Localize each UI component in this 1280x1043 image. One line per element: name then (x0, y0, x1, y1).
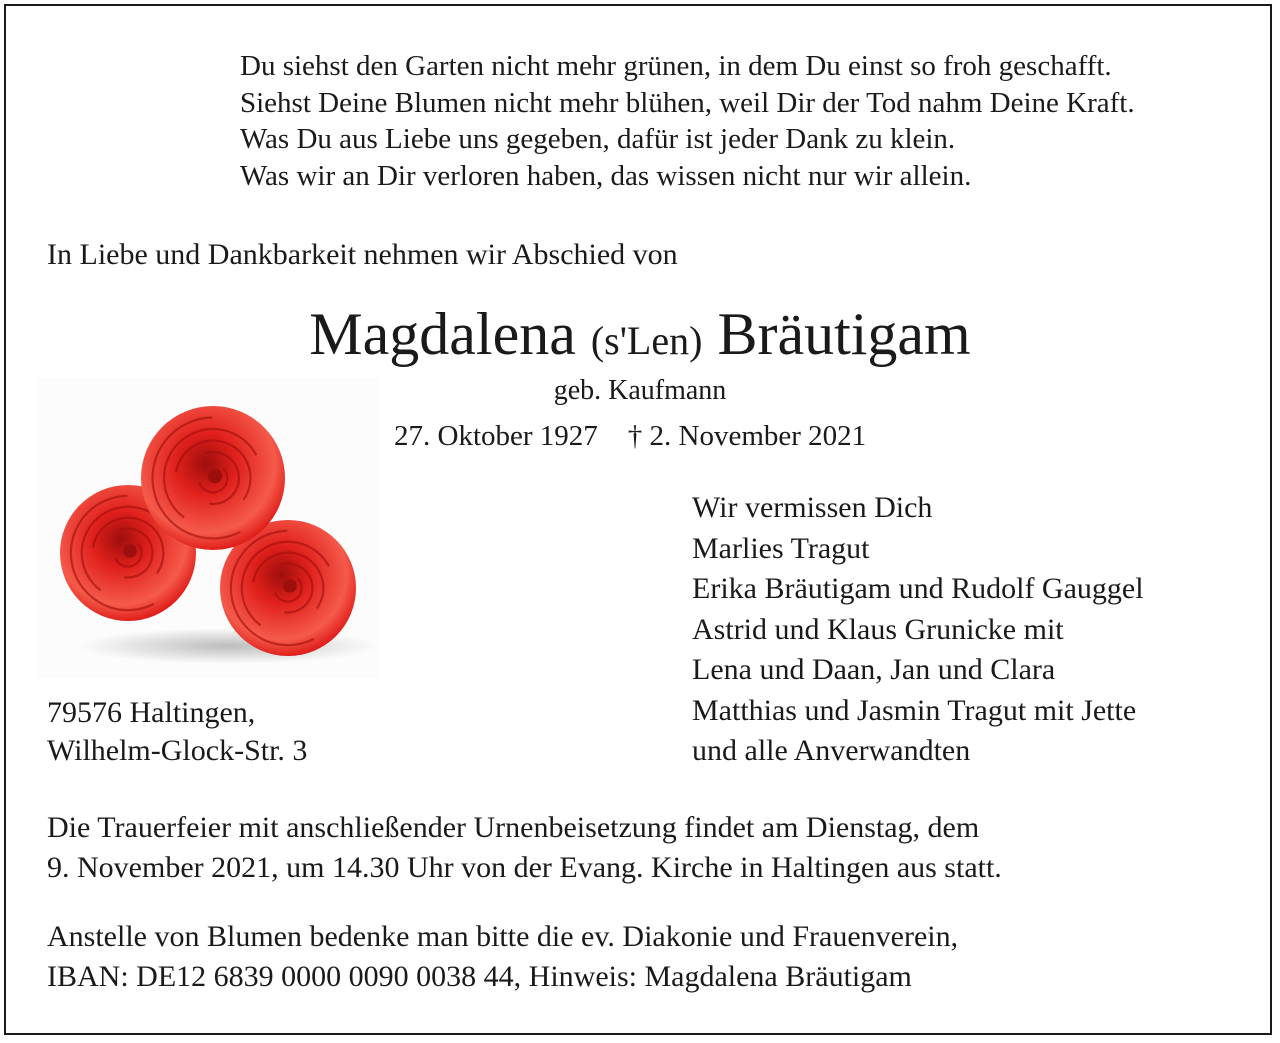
poem-line: Was wir an Dir verloren haben, das wissen nicht nur wir allein. (240, 159, 972, 192)
ceremony-info (47, 808, 1002, 888)
address-line: 79576 Haltingen, (47, 696, 256, 729)
rose-icon (141, 406, 285, 550)
mourners-list (692, 488, 1144, 772)
birth-name: geb. Kaufmann (553, 375, 727, 406)
poem (240, 48, 1135, 194)
mourners-line: Marlies Tragut (692, 531, 870, 565)
donation-info (47, 917, 958, 997)
mourners-line: Matthias und Jasmin Tragut mit Jette (692, 693, 1137, 727)
mourners-line: Astrid und Klaus Grunicke mit (692, 612, 1064, 646)
nickname: (s'Len) (590, 318, 703, 363)
last-name: Bräutigam (717, 301, 971, 367)
mourners-line: und alle Anverwandten (692, 734, 971, 767)
ceremony-line: 9. November 2021, um 14.30 Uhr von der Evang. Kirche in Haltingen aus statt. (47, 851, 1002, 884)
address-line: Wilhelm-Glock-Str. 3 (47, 734, 308, 767)
mourners-line: Lena und Daan, Jan und Clara (692, 653, 1056, 686)
intro-text: In Liebe und Dankbarkeit nehmen wir Abschied von (47, 238, 678, 271)
donation-line: Anstelle von Blumen bedenke man bitte die ev. Diakonie und Frauenverein, (47, 920, 959, 953)
mourners-line: Erika Bräutigam und Rudolf Gauggel (692, 572, 1144, 605)
poem-line: Du siehst den Garten nicht mehr grünen, in dem Du einst so froh geschafft. (240, 50, 1112, 82)
life-dates (394, 420, 866, 453)
poem-line: Siehst Deine Blumen nicht mehr blühen, weil Dir der Tod nahm Deine Kraft. (240, 86, 1135, 119)
red-roses-icon (38, 378, 378, 678)
poem-line: Was Du aus Liebe uns gegeben, dafür ist jeder Dank zu klein. (240, 123, 956, 155)
deceased-name (0, 298, 1280, 377)
ceremony-line: Die Trauerfeier mit anschließender Urnenbeisetzung findet am Dienstag, dem (47, 811, 980, 844)
address (47, 694, 307, 770)
first-name: Magdalena (309, 301, 576, 367)
birth-date: 27. Oktober 1927 (394, 420, 598, 452)
mourners-line: Wir vermissen Dich (692, 491, 933, 524)
roses-image (38, 378, 378, 678)
donation-line: IBAN: DE12 6839 0000 0090 0038 44, Hinweis: Magdalena Bräutigam (47, 960, 912, 993)
death-date: † 2. November 2021 (627, 420, 867, 452)
